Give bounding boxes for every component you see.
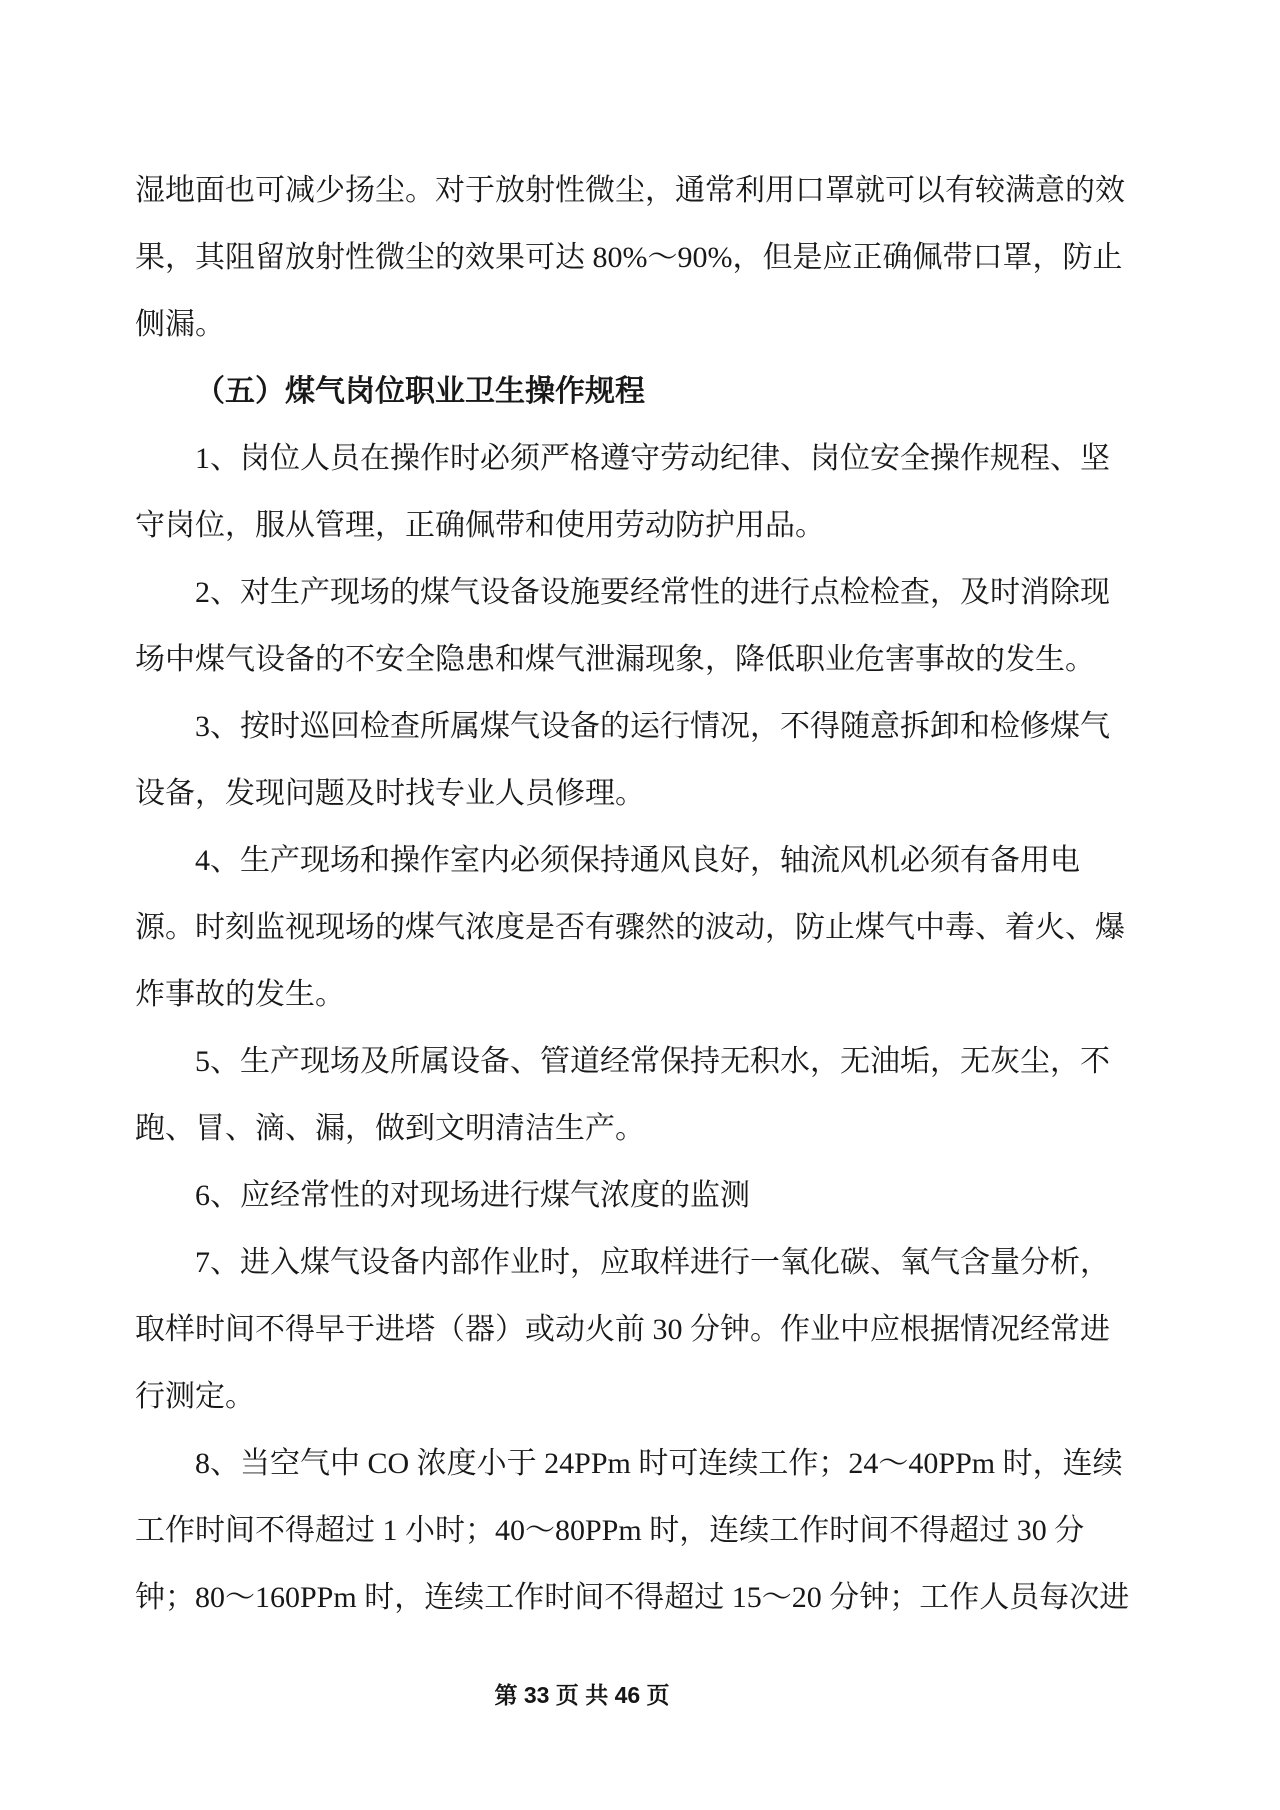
paragraph xyxy=(135,693,1145,827)
paragraph xyxy=(135,559,1145,693)
paragraph xyxy=(135,1229,1145,1430)
text-line: 2、对生产现场的煤气设备设施要经常性的进行点检检查，及时消除现 xyxy=(195,576,1110,609)
paragraph xyxy=(135,425,1145,559)
page-footer: 第 33 页 共 46 页 xyxy=(494,1682,670,1708)
text-line: 5、生产现场及所属设备、管道经常保持无积水，无油垢，无灰尘，不 xyxy=(195,1045,1110,1078)
text-line: 场中煤气设备的不安全隐患和煤气泄漏现象，降低职业危害事故的发生。 xyxy=(135,643,1095,676)
text-line: 6、应经常性的对现场进行煤气浓度的监测 xyxy=(195,1179,750,1212)
text-line: 侧漏。 xyxy=(135,308,225,341)
paragraph xyxy=(135,1162,1145,1229)
text-line: 钟；80～160PPm 时，连续工作时间不得超过 15～20 分钟；工作人员每次进 xyxy=(135,1581,1130,1614)
paragraph xyxy=(135,157,1145,358)
section-heading xyxy=(135,358,1145,425)
text-line: 3、按时巡回检查所属煤气设备的运行情况，不得随意拆卸和检修煤气 xyxy=(195,710,1110,743)
text-line: 行测定。 xyxy=(135,1380,255,1413)
text-line: 8、当空气中 CO 浓度小于 24PPm 时可连续工作；24～40PPm 时，连续 xyxy=(195,1447,1123,1480)
text-line: 炸事故的发生。 xyxy=(135,978,345,1011)
paragraph xyxy=(135,1430,1145,1631)
text-line: 跑、冒、滴、漏，做到文明清洁生产。 xyxy=(135,1112,645,1145)
text-line: （五）煤气岗位职业卫生操作规程 xyxy=(195,375,645,408)
text-line: 4、生产现场和操作室内必须保持通风良好，轴流风机必须有备用电 xyxy=(195,844,1080,877)
text-line: 守岗位，服从管理，正确佩带和使用劳动防护用品。 xyxy=(135,509,825,542)
text-line: 果，其阻留放射性微尘的效果可达 80%～90%，但是应正确佩带口罩，防止 xyxy=(135,241,1123,274)
text-line: 湿地面也可减少扬尘。对于放射性微尘，通常利用口罩就可以有较满意的效 xyxy=(135,174,1125,207)
text-line: 设备，发现问题及时找专业人员修理。 xyxy=(135,777,645,810)
text-line: 取样时间不得早于进塔（器）或动火前 30 分钟。作业中应根据情况经常进 xyxy=(135,1313,1110,1346)
text-line: 1、岗位人员在操作时必须严格遵守劳动纪律、岗位安全操作规程、坚 xyxy=(195,442,1110,475)
text-line: 源。时刻监视现场的煤气浓度是否有骤然的波动，防止煤气中毒、着火、爆 xyxy=(135,911,1125,944)
document-body xyxy=(135,157,1145,1631)
text-line: 工作时间不得超过 1 小时；40～80PPm 时，连续工作时间不得超过 30 分 xyxy=(135,1514,1085,1547)
text-line: 7、进入煤气设备内部作业时，应取样进行一氧化碳、氧气含量分析， xyxy=(195,1246,1110,1279)
paragraph xyxy=(135,1028,1145,1162)
paragraph xyxy=(135,827,1145,1028)
